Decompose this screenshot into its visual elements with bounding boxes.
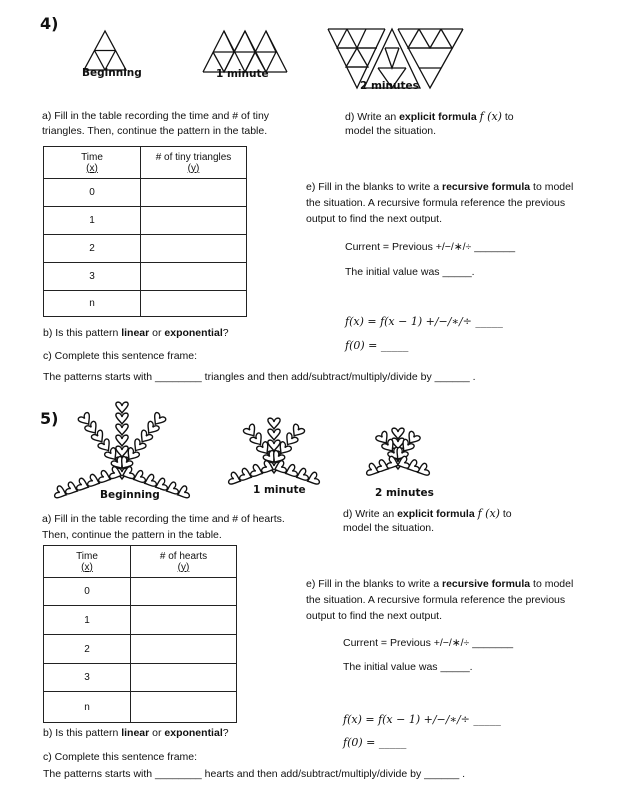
answer-cell[interactable] bbox=[131, 578, 237, 606]
part-e-line1 bbox=[306, 181, 573, 193]
part-d-line1 bbox=[343, 507, 512, 520]
initial-formula: f(0) = _____ bbox=[343, 736, 407, 749]
initial-value-blank: The initial value was _____. bbox=[345, 266, 475, 278]
part-e-line3: output to find the next output. bbox=[306, 610, 443, 622]
time-cell: n bbox=[44, 692, 131, 723]
part-d-line1 bbox=[345, 110, 514, 123]
stage-label-2-minutes: 2 minutes bbox=[375, 487, 434, 499]
heart-icon bbox=[116, 446, 128, 457]
text: to bbox=[501, 111, 514, 123]
part-e-line2: the situation. A recursive formula reference the previous bbox=[306, 197, 566, 209]
bold-text: recursive formula bbox=[441, 181, 531, 193]
part-c: c) Complete this sentence frame: bbox=[43, 350, 198, 362]
bold-text: exponential bbox=[164, 727, 223, 739]
heart-icon bbox=[116, 413, 128, 424]
triangles-table bbox=[43, 146, 247, 317]
answer-cell[interactable] bbox=[141, 291, 247, 317]
header-text: Time bbox=[76, 550, 98, 562]
heart-icon bbox=[116, 402, 128, 413]
recursive-formula: f(x) = f(x − 1) +/−/∗/÷ _____ bbox=[343, 713, 501, 726]
time-cell: 3 bbox=[44, 263, 141, 291]
time-cell: n bbox=[44, 291, 141, 317]
part-e-line2: the situation. A recursive formula reference the previous bbox=[306, 594, 566, 606]
stage-label-1-minute: 1 minute bbox=[216, 68, 269, 80]
heart-icon bbox=[116, 424, 128, 435]
text: d) Write an bbox=[345, 111, 400, 123]
part-a-line2: triangles. Then, continue the pattern in the table. bbox=[42, 125, 268, 137]
answer-cell[interactable] bbox=[141, 235, 247, 263]
stage-label-2-minutes: 2 minutes bbox=[360, 80, 419, 92]
part-e-line3: output to find the next output. bbox=[306, 213, 443, 225]
answer-cell[interactable] bbox=[131, 606, 237, 635]
recursive-formula: f(x) = f(x − 1) +/−/∗/÷ _____ bbox=[345, 315, 503, 328]
bold-text: explicit formula bbox=[397, 508, 475, 520]
bold-text: exponential bbox=[164, 327, 223, 339]
answer-cell[interactable] bbox=[131, 664, 237, 692]
heart-icon bbox=[268, 440, 280, 451]
part-e-line1 bbox=[306, 578, 573, 590]
sentence-frame: The patterns starts with ________ triangles and then add/subtract/multiply/divide by ______ . bbox=[43, 371, 476, 383]
stage-label-1-minute: 1 minute bbox=[253, 484, 306, 496]
text: d) Write an bbox=[343, 508, 398, 520]
header-var: (x) bbox=[81, 561, 93, 573]
math: f (x) bbox=[479, 110, 502, 123]
header-var: (y) bbox=[187, 162, 200, 174]
hearts-figures bbox=[54, 402, 430, 500]
answer-cell[interactable] bbox=[141, 207, 247, 235]
current-previous-blank: Current = Previous +/−/∗/÷ _______ bbox=[345, 241, 516, 253]
problem-4-number: 4) bbox=[40, 14, 59, 33]
answer-cell[interactable] bbox=[141, 179, 247, 207]
stage-label-beginning: Beginning bbox=[82, 67, 142, 79]
header-time bbox=[44, 546, 131, 578]
text: to model bbox=[530, 578, 574, 590]
time-cell: 2 bbox=[44, 235, 141, 263]
triangle-figure-1-minute bbox=[203, 31, 287, 72]
header-count bbox=[141, 147, 247, 179]
text: ? bbox=[222, 727, 229, 739]
stage-label-beginning: Beginning bbox=[100, 489, 160, 501]
part-a-line1: a) Fill in the table recording the time and # of tiny bbox=[42, 110, 270, 122]
header-text: Time bbox=[81, 151, 103, 163]
part-b bbox=[43, 327, 229, 339]
heart-icon bbox=[268, 418, 280, 429]
time-cell: 0 bbox=[44, 179, 141, 207]
bold-text: linear bbox=[121, 327, 150, 339]
text: or bbox=[149, 327, 165, 339]
time-cell: 1 bbox=[44, 207, 141, 235]
initial-value-blank: The initial value was _____. bbox=[343, 661, 473, 673]
text: e) Fill in the blanks to write a bbox=[306, 181, 442, 193]
bold-text: explicit formula bbox=[399, 111, 477, 123]
answer-cell[interactable] bbox=[131, 635, 237, 664]
text: b) Is this pattern bbox=[43, 727, 122, 739]
triangle-figure-beginning bbox=[84, 31, 126, 70]
text: ? bbox=[222, 327, 229, 339]
text: to model bbox=[530, 181, 574, 193]
time-cell: 0 bbox=[44, 578, 131, 606]
text: b) Is this pattern bbox=[43, 327, 122, 339]
part-a-line2: Then, continue the pattern in the table. bbox=[42, 529, 222, 541]
part-d-line2: model the situation. bbox=[345, 125, 437, 137]
sentence-frame: The patterns starts with ________ hearts and then add/subtract/multiply/divide by ______ . bbox=[43, 768, 466, 780]
header-text: # of hearts bbox=[159, 550, 208, 562]
header-var: (y) bbox=[177, 561, 190, 573]
current-previous-blank: Current = Previous +/−/∗/÷ _______ bbox=[343, 637, 514, 649]
heart-icon bbox=[116, 435, 128, 446]
part-a-line1: a) Fill in the table recording the time and # of hearts. bbox=[42, 513, 285, 525]
bold-text: recursive formula bbox=[441, 578, 531, 590]
text: to bbox=[499, 508, 512, 520]
text: e) Fill in the blanks to write a bbox=[306, 578, 442, 590]
heart-icon bbox=[392, 428, 404, 439]
header-count bbox=[131, 546, 237, 578]
answer-cell[interactable] bbox=[141, 263, 247, 291]
bold-text: linear bbox=[121, 727, 150, 739]
problem-5-number: 5) bbox=[40, 409, 59, 428]
header-var: (x) bbox=[86, 162, 98, 174]
initial-formula: f(0) = _____ bbox=[345, 339, 409, 352]
answer-cell[interactable] bbox=[131, 692, 237, 723]
header-text: # of tiny triangles bbox=[155, 151, 232, 163]
heart-icon bbox=[268, 429, 280, 440]
time-cell: 2 bbox=[44, 635, 131, 664]
time-cell: 1 bbox=[44, 606, 131, 635]
text: or bbox=[149, 727, 165, 739]
part-b bbox=[43, 727, 229, 739]
header-time bbox=[44, 147, 141, 179]
part-c: c) Complete this sentence frame: bbox=[43, 751, 198, 763]
math: f (x) bbox=[477, 507, 500, 520]
time-cell: 3 bbox=[44, 664, 131, 692]
part-d-line2: model the situation. bbox=[343, 522, 435, 534]
hearts-table bbox=[43, 545, 237, 723]
